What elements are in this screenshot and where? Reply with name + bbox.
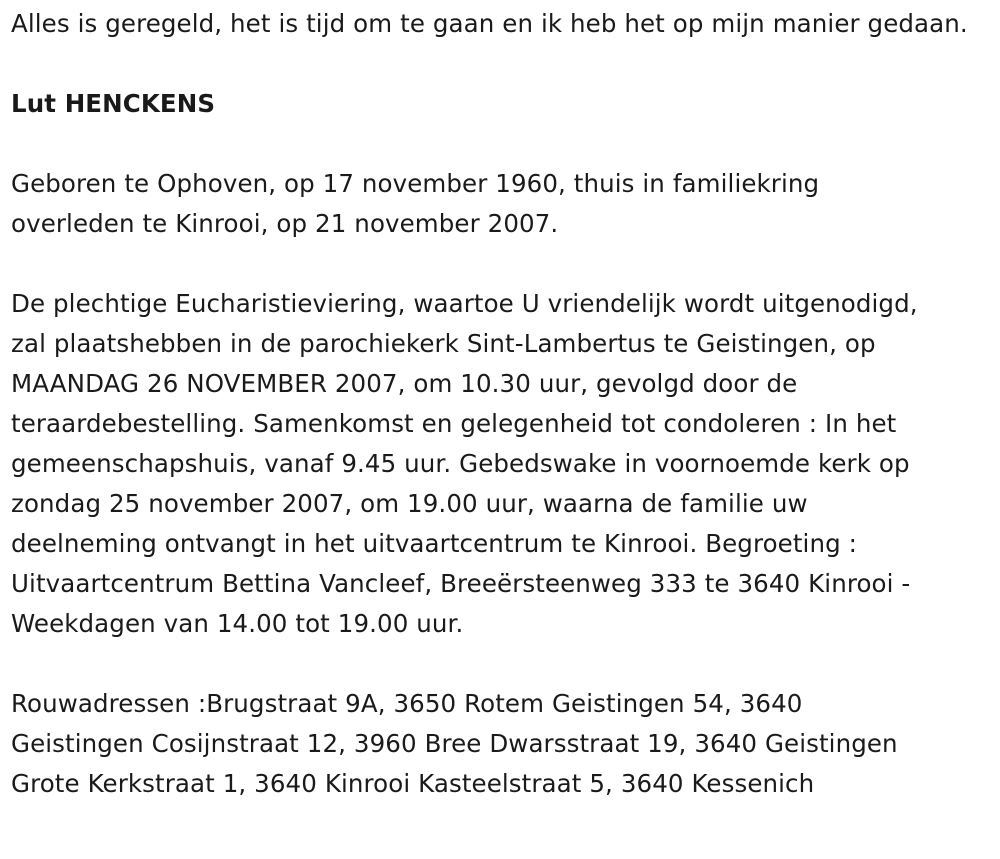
intro-text: Alles is geregeld, het is tijd om te gaan en ik heb het op mijn manier gedaan.: [11, 9, 968, 38]
addresses-line-1: Rouwadressen :Brugstraat 9A, 3650 Rotem Geistingen 54, 3640: [11, 689, 803, 718]
spacer: [11, 644, 996, 684]
spacer: [11, 124, 996, 164]
spacer: [11, 244, 996, 284]
birth-death-line-2: overleden te Kinrooi, op 21 november 2007.: [11, 209, 559, 238]
ceremony-line-7: deelneming ontvangt in het uitvaartcentrum te Kinrooi. Begroeting :: [11, 529, 857, 558]
ceremony-line-4: teraardebestelling. Samenkomst en gelegenheid tot condoleren : In het: [11, 409, 897, 438]
deceased-name: Lut HENCKENS: [11, 89, 216, 118]
spacer: [11, 44, 996, 84]
addresses-line-2: Geistingen Cosijnstraat 12, 3960 Bree Dwarsstraat 19, 3640 Geistingen: [11, 729, 898, 758]
ceremony-line-1: De plechtige Eucharistieviering, waartoe U vriendelijk wordt uitgenodigd,: [11, 289, 918, 318]
ceremony-line-6: zondag 25 november 2007, om 19.00 uur, waarna de familie uw: [11, 489, 808, 518]
ceremony-line-5: gemeenschapshuis, vanaf 9.45 uur. Gebedswake in voornoemde kerk op: [11, 449, 910, 478]
addresses-line-3: Grote Kerkstraat 1, 3640 Kinrooi Kasteelstraat 5, 3640 Kessenich: [11, 769, 815, 798]
birth-death-line-1: Geboren te Ophoven, op 17 november 1960, thuis in familiekring: [11, 169, 820, 198]
obituary-document: [11, 4, 996, 804]
ceremony-line-3: MAANDAG 26 NOVEMBER 2007, om 10.30 uur, gevolgd door de: [11, 369, 798, 398]
ceremony-line-8: Uitvaartcentrum Bettina Vancleef, Breeërsteenweg 333 te 3640 Kinrooi -: [11, 569, 911, 598]
ceremony-line-9: Weekdagen van 14.00 tot 19.00 uur.: [11, 609, 464, 638]
ceremony-line-2: zal plaatshebben in de parochiekerk Sint-Lambertus te Geistingen, op: [11, 329, 876, 358]
